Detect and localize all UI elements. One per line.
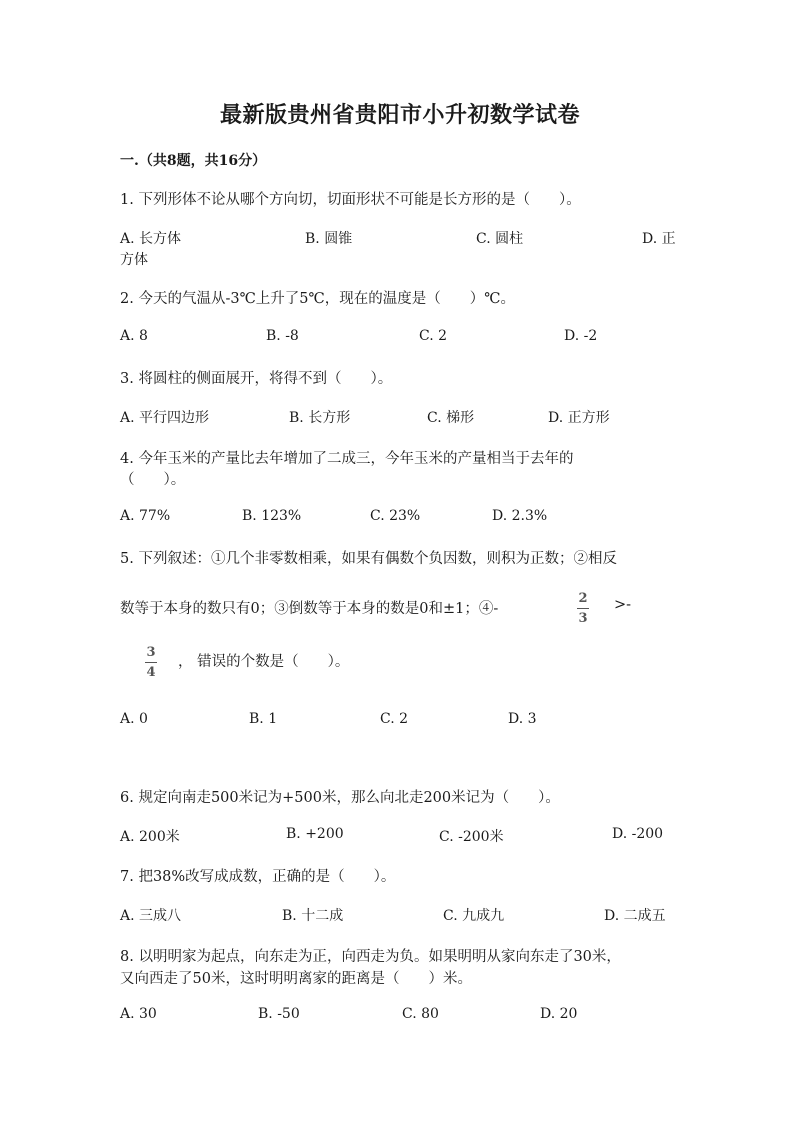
q8-option-a: A. 30 [120, 1006, 157, 1022]
q5-option-c: C. 2 [380, 711, 409, 727]
q7-option-b: B. 十二成 [282, 908, 344, 924]
q3-option-d: D. 正方形 [548, 410, 610, 426]
q1-option-d-wrap: 方体 [120, 252, 148, 268]
question-8-stem-line2: 又向西走了50米，这时明明离家的距离是（ ）米。 [120, 971, 472, 987]
q8-option-c: C. 80 [402, 1006, 439, 1022]
question-5-stem-line3: ， 错误的个数是（ ）。 [178, 654, 350, 670]
fraction-three-fourths [145, 646, 157, 679]
q8-option-b: B. -50 [258, 1006, 300, 1022]
page-title: 最新版贵州省贵阳市小升初数学试卷 [219, 102, 580, 128]
q6-option-a: A. 200米 [120, 829, 180, 845]
q7-option-a: A. 三成八 [120, 908, 182, 924]
fraction-bar [577, 608, 589, 609]
question-8-stem-line1: 8. 以明明家为起点，向东走为正，向西走为负。如果明明从家向东走了30米， [120, 949, 621, 965]
question-5-stem-line1: 5. 下列叙述：①几个非零数相乘，如果有偶数个负因数，则积为正数；②相反 [120, 551, 617, 567]
question-4-stem-line2: （ ）。 [120, 472, 186, 488]
q3-option-c: C. 梯形 [427, 410, 475, 426]
fraction-two-thirds [577, 592, 589, 625]
fraction-numerator: 2 [578, 591, 588, 606]
question-4-stem-line1: 4. 今年玉米的产量比去年增加了二成三，今年玉米的产量相当于去年的 [120, 451, 574, 467]
q5-option-b: B. 1 [249, 711, 278, 727]
fraction-bar [145, 662, 157, 663]
q4-option-c: C. 23% [370, 508, 421, 524]
q3-option-b: B. 长方形 [289, 410, 351, 426]
question-7-stem: 7. 把38%改写成成数，正确的是（ ）。 [120, 869, 396, 885]
q7-option-c: C. 九成九 [443, 908, 505, 924]
q1-option-d: D. 正 [642, 231, 676, 247]
q1-option-a: A. 长方体 [120, 231, 182, 247]
q6-option-c: C. -200米 [439, 829, 504, 845]
fraction-denominator: 4 [146, 665, 156, 680]
q5-option-d: D. 3 [508, 711, 537, 727]
question-1-stem: 1. 下列形体不论从哪个方向切，切面形状不可能是长方形的是（ ）。 [120, 192, 581, 208]
q2-option-c: C. 2 [419, 328, 448, 344]
q8-option-d: D. 20 [540, 1006, 578, 1022]
q3-option-a: A. 平行四边形 [120, 410, 210, 426]
section-heading: 一.（共8题，共16分） [120, 153, 267, 169]
q2-option-d: D. -2 [564, 328, 598, 344]
q7-option-d: D. 二成五 [604, 908, 666, 924]
q5-option-a: A. 0 [120, 711, 148, 727]
q4-option-d: D. 2.3% [492, 508, 548, 524]
question-5-stem-line2: 数等于本身的数只有0；③倒数等于本身的数是0和±1；④- [120, 601, 499, 617]
q5-comparison: >- [614, 597, 632, 613]
q1-option-c: C. 圆柱 [476, 231, 524, 247]
q2-option-a: A. 8 [120, 328, 148, 344]
q4-option-b: B. 123% [242, 508, 302, 524]
question-6-stem: 6. 规定向南走500米记为+500米，那么向北走200米记为（ ）。 [120, 790, 560, 806]
q6-option-b: B. +200 [286, 826, 344, 842]
q1-option-b: B. 圆锥 [305, 231, 353, 247]
fraction-denominator: 3 [578, 611, 588, 626]
q4-option-a: A. 77% [120, 508, 171, 524]
q2-option-b: B. -8 [266, 328, 299, 344]
q6-option-d: D. -200 [612, 826, 664, 842]
question-3-stem: 3. 将圆柱的侧面展开，将得不到（ ）。 [120, 371, 393, 387]
fraction-numerator: 3 [146, 645, 156, 660]
question-2-stem: 2. 今天的气温从-3℃上升了5℃，现在的温度是（ ）℃。 [120, 291, 515, 307]
